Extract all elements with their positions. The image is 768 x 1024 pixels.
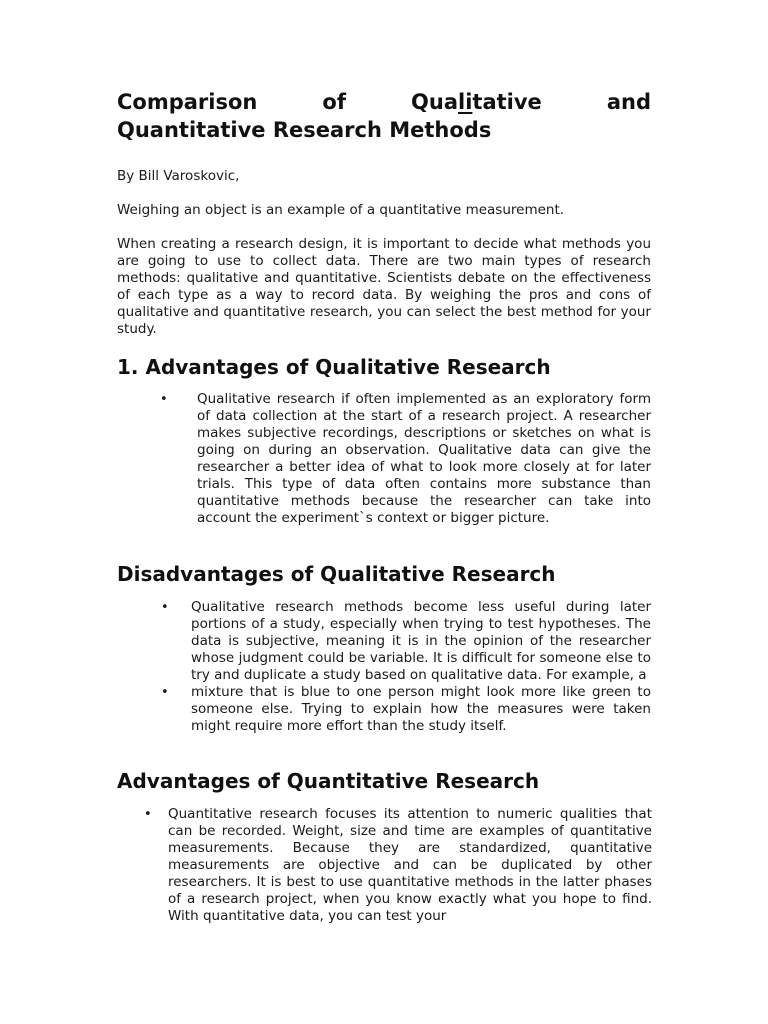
title-word: of [322,90,346,114]
document-title [117,88,651,144]
advantages-quantitative-list [144,806,652,925]
list-item [160,391,651,527]
title-line-2: Quantitative Research Methods [117,118,492,142]
title-word: and [606,90,652,114]
list-item [161,684,651,735]
intro-paragraph: When creating a research design, it is important to decide what methods you are going to use to collect data. There are two main types of research methods: qualitative and quantitative. Scientists debate on the effectiveness of each type as a way to record data. By weighing the pros and cons of qualitative and quantitative research, you can select the best method for your study. [117,236,651,337]
bullet-icon: • [160,392,168,407]
title-word-part: tative [472,90,542,114]
list-item-text: mixture that is blue to one person might look more like green to someone else. Trying to explain how the measures were taken might require more effort than the study itself. [191,684,651,734]
bullet-icon: • [144,807,152,822]
section-heading-advantages-qualitative: 1. Advantages of Qualitative Research [117,355,551,379]
title-word: Comparison [117,90,258,114]
list-item-text: Qualitative research methods become less useful during later portions of a study, especially when trying to test hypotheses. The data is subjective, meaning it is in the opinion of the researcher whose judgment could be variable. It is difficult for someone else to try and duplicate a study based on qualitative data. For example, a [191,599,651,683]
list-item [161,599,651,684]
list-item-text: Quantitative research focuses its attention to numeric qualities that can be recorded. Weight, size and time are examples of quantitative measurements. Because they are standardized, quantitative measurements are objective and can be duplicated by other researchers. It is best to use quantitative methods in the latter phases of a research project, when you know exactly what you hope to find. With quantitative data, you can test your [168,806,652,924]
author-byline: By Bill Varoskovic, [117,168,240,184]
image-caption: Weighing an object is an example of a quantitative measurement. [117,202,565,218]
section-heading-advantages-quantitative: Advantages of Quantitative Research [117,769,540,793]
advantages-qualitative-list [160,391,651,527]
bullet-icon: • [161,600,169,615]
title-word-part: Qua [411,90,459,114]
section-heading-disadvantages-qualitative: Disadvantages of Qualitative Research [117,562,556,586]
list-item [144,806,652,925]
title-word-underlined-part: li [458,90,473,114]
list-item-text: Qualitative research if often implemented as an exploratory form of data collection at the start of a research project. A researcher makes subjective recordings, descriptions or sketches on what is going on during an observation. Qualitative data can give the researcher a better idea of what to look more closely at for later trials. This type of data often contains more substance than quantitative methods because the researcher can take into account the experiment`s context or bigger picture. [197,391,651,526]
disadvantages-qualitative-list [161,599,651,735]
bullet-icon: • [161,685,169,700]
title-word-qualitative [411,90,542,114]
title-line-1 [117,88,651,116]
